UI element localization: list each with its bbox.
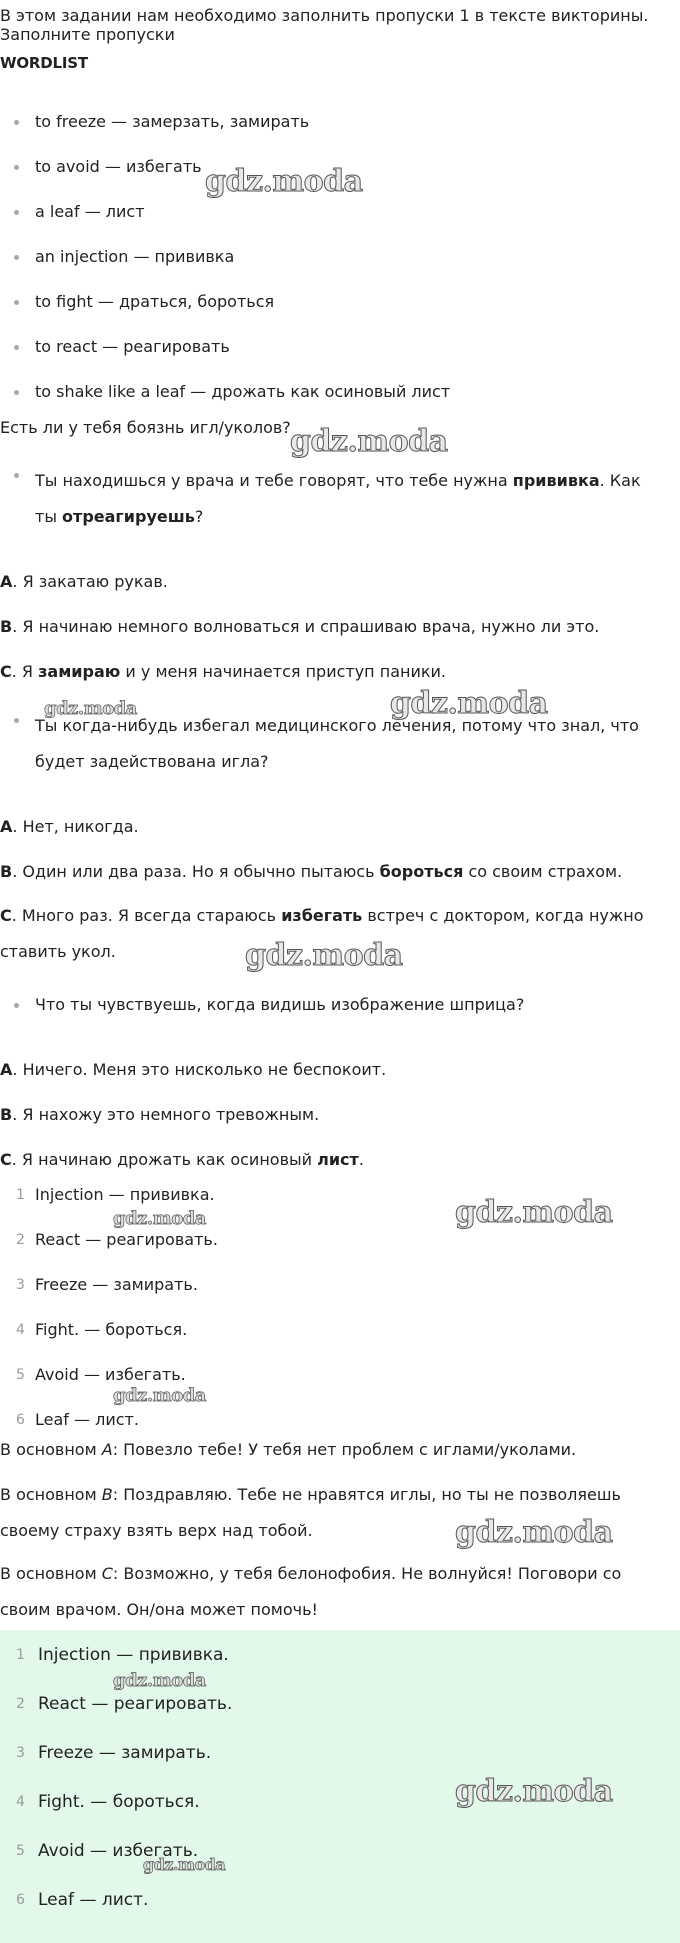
answer-item: 5 Avoid — избегать.: [16, 1365, 186, 1384]
watermark: gdz.moda: [113, 1670, 206, 1691]
watermark: gdz.moda: [205, 164, 363, 199]
wordlist-item: to freeze — замерзать, замирать: [14, 110, 288, 134]
watermark: gdz.moda: [113, 1385, 206, 1406]
watermark: gdz.moda: [390, 686, 548, 721]
answer-item: 6 Leaf — лист.: [16, 1410, 139, 1429]
wordlist-item: an injection — прививка: [14, 245, 213, 269]
answer-item: 1 Injection — прививка.: [16, 1185, 215, 1204]
answer-box-item: 5 Avoid — избегать.: [16, 1841, 199, 1861]
answer-box-item: 4 Fight. — бороться.: [16, 1792, 200, 1812]
wordlist-item: a leaf — лист: [14, 200, 124, 224]
watermark: gdz.moda: [113, 1208, 206, 1229]
question-1: Ты находишься у врача и тебе говорят, что тебе нужна прививка. Как ты отреагируешь?: [14, 463, 659, 535]
q1-answer-c: C. Я замираю и у меня начинается приступ паники.: [0, 662, 446, 681]
answer-box-item: 2 React — реагировать.: [16, 1694, 233, 1714]
q2-answer-a: A. Нет, никогда.: [0, 817, 139, 836]
question-3: Что ты чувствуешь, когда видишь изображение шприца?: [14, 993, 503, 1017]
answer-box-item: 3 Freeze — замирать.: [16, 1743, 212, 1763]
wordlist-item: to avoid — избегать: [14, 155, 181, 179]
q3-answer-a: A. Ничего. Меня это нисколько не беспокоит.: [0, 1060, 387, 1079]
answer-item: 3 Freeze — замирать.: [16, 1275, 198, 1294]
watermark: gdz.moda: [455, 1774, 613, 1809]
result-mostly-b: В основном B: Поздравляю. Тебе не нравятся иглы, но ты не позволяешь своему страху взять верх над тобой.: [0, 1485, 621, 1540]
q2-answer-c: C. Много раз. Я всегда стараюсь избегать встреч с доктором, когда нужно ставить укол.: [0, 906, 644, 961]
watermark: gdz.moda: [44, 698, 137, 719]
answer-item: 2 React — реагировать.: [16, 1230, 218, 1249]
watermark: gdz.moda: [143, 1855, 226, 1874]
result-mostly-c: В основном C: Возможно, у тебя белонофобия. Не волнуйся! Поговори со своим врачом. Он/она может помочь!: [0, 1564, 622, 1619]
q2-answer-b: B. Один или два раза. Но я обычно пытаюсь бороться со своим страхом.: [0, 862, 623, 881]
answer-box-item: 6 Leaf — лист.: [16, 1890, 149, 1910]
q1-answer-a: A. Я закатаю рукав.: [0, 572, 168, 591]
intro-cut-line: Заполните пропуски: [0, 25, 175, 44]
watermark: gdz.moda: [245, 938, 403, 973]
watermark: gdz.moda: [290, 424, 448, 459]
result-mostly-a: В основном A: Повезло тебе! У тебя нет проблем с иглами/уколами.: [0, 1440, 577, 1459]
intro-text: В этом задании нам необходимо заполнить пропуски 1 в тексте викторины.: [0, 6, 649, 25]
watermark: gdz.moda: [455, 1515, 613, 1550]
answer-box-item: 1 Injection — прививка.: [16, 1645, 229, 1665]
wordlist-item: to shake like a leaf — дрожать как осиновый лист: [14, 380, 429, 404]
question-2: Ты когда-нибудь избегал медицинского лечения, потому что знал, что будет задействована игла?: [14, 708, 659, 780]
q1-answer-b: B. Я начинаю немного волноваться и спрашиваю врача, нужно ли это.: [0, 617, 600, 636]
answer-item: 4 Fight. — бороться.: [16, 1320, 188, 1339]
wordlist-heading: WORDLIST: [0, 54, 88, 72]
wordlist-item: to react — реагировать: [14, 335, 209, 359]
q3-answer-b: B. Я нахожу это немного тревожным.: [0, 1105, 320, 1124]
wordlist-item: to fight — драться, бороться: [14, 290, 253, 314]
q3-answer-c: C. Я начинаю дрожать как осиновый лист.: [0, 1150, 364, 1169]
quiz-question: Есть ли у тебя боязнь игл/уколов?: [0, 418, 291, 437]
watermark: gdz.moda: [455, 1195, 613, 1230]
